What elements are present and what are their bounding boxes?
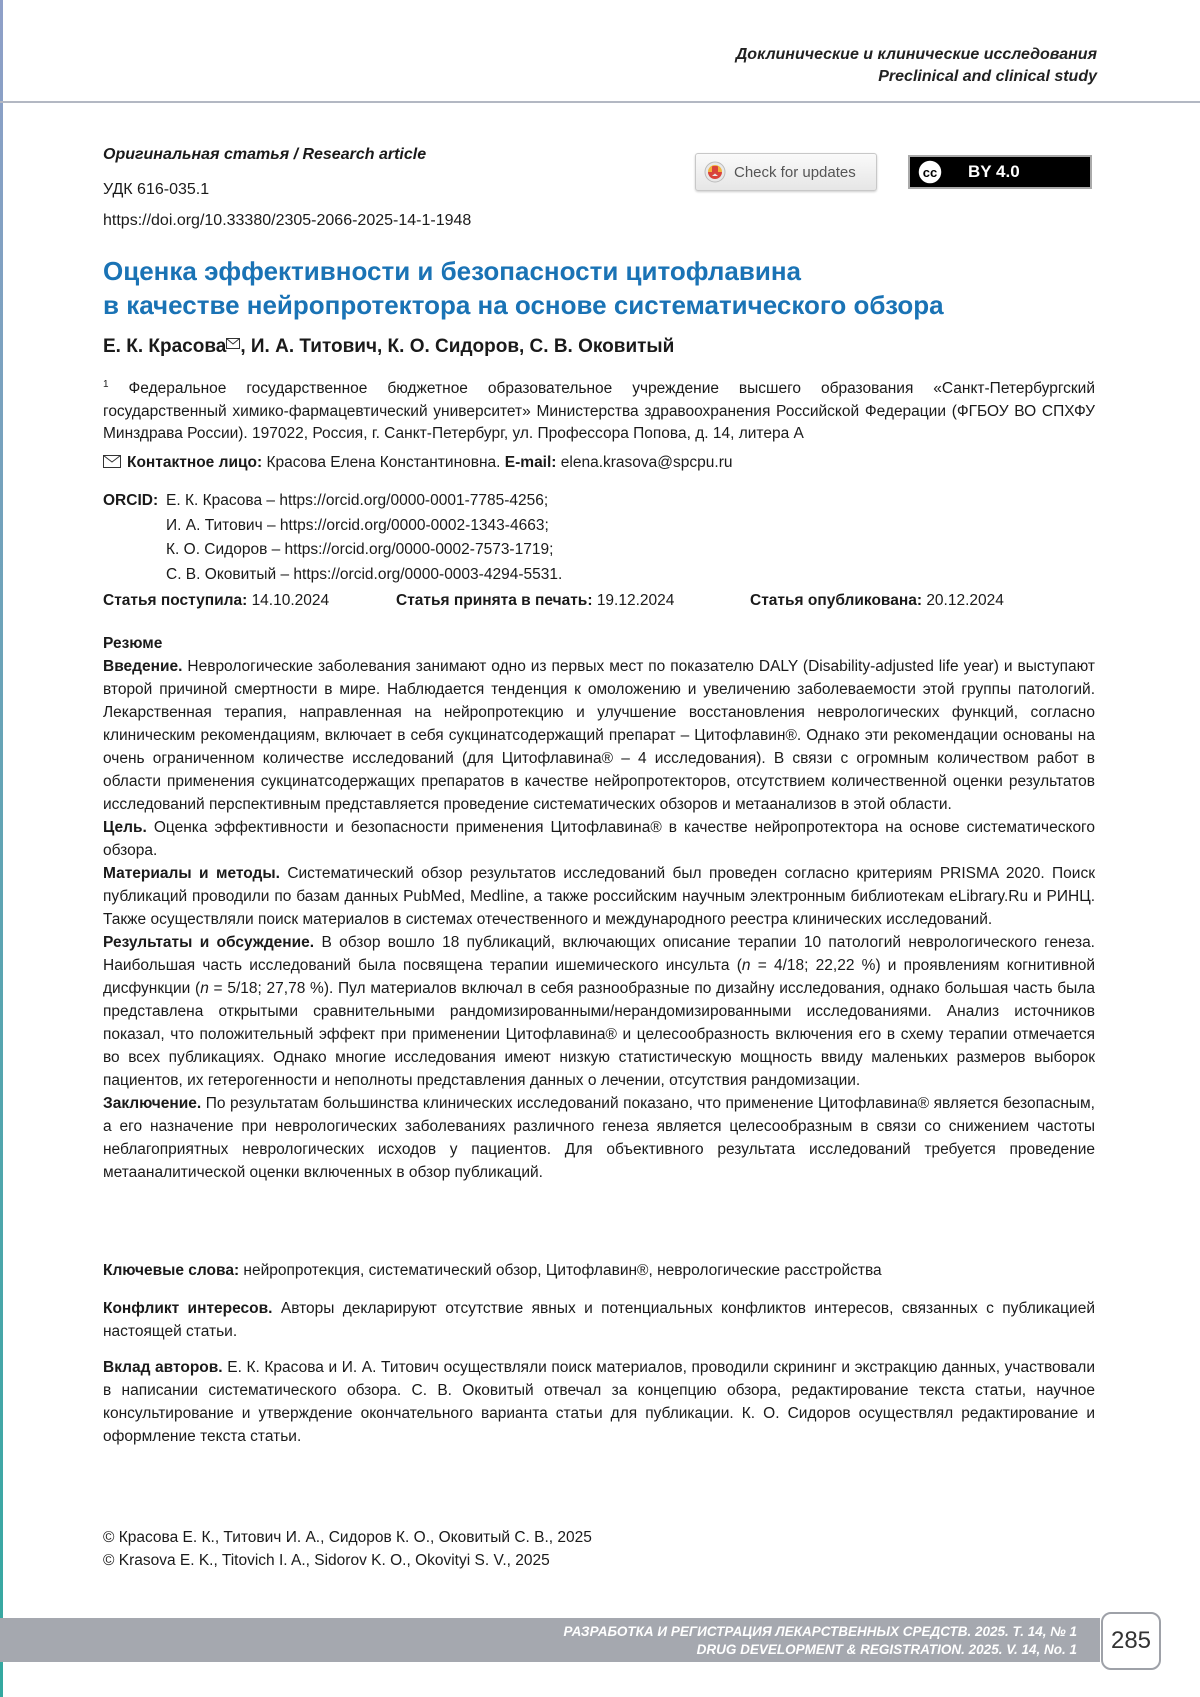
abstract-methods [103, 862, 1095, 931]
orcid-block [103, 489, 162, 514]
author-list [103, 336, 674, 358]
svg-text:cc: cc [923, 165, 937, 180]
keywords [103, 1259, 1095, 1282]
author-contribution [103, 1356, 1095, 1448]
intro-text: Неврологические заболевания занимают одно из первых мест по показателю DALY (Disability-adjusted life year) и выступают второй причиной смертности в мире. Наблюдается тенденция к омоложению и увеличению заболеваемости этой группы патологий. Лекарственная терапия, направленная на нейропротекцию и улучшение восстановления неврологических функций, согласно клиническим рекомендациям, включает в себя сукцинатсодержащий препарат – Цитофлавин®. Однако эти рекомендации основаны на очень ограниченном количестве исследований (для Цитофлавина® – 4 исследования). В связи с огромным количеством работ в области применения сукцинатсодержащих препаратов в качестве нейропротекторов, отсутствием количественной оценки результатов исследований перспективным представляется проведение систематических обзоров и метаанализов в этой области. [103, 658, 1095, 813]
udc-code: УДК 616-035.1 [103, 181, 209, 199]
author-others: , И. А. Титович, К. О. Сидоров, С. В. Оковитый [240, 336, 674, 357]
affiliation-text: Федеральное государственное бюджетное образовательное учреждение высшего образования «Санкт-Петербургский государственный химико-фармацевтический университет» Министерства здравоохранения Российской Федерации (ФГБОУ ВО СПХФУ Минздрава России). 197022, Россия, г. Санкт-Петербург, ул. Профессора Попова, д. 14, литера А [103, 380, 1095, 442]
running-head-ru: Доклинические и клинические исследования [736, 44, 1097, 66]
license-label: BY 4.0 [968, 162, 1020, 182]
creative-commons-icon [916, 158, 956, 186]
results-n-1: n [742, 957, 751, 974]
aim-text: Оценка эффективности и безопасности применения Цитофлавина® в качестве нейропротектора на основе систематического обзора. [103, 819, 1095, 859]
header-divider [0, 101, 1200, 103]
contact-line [103, 454, 732, 472]
orcid-entry[interactable]: К. О. Сидоров – https://orcid.org/0000-0002-7573-1719; [166, 538, 562, 563]
abstract-conclusion [103, 1092, 1095, 1184]
title-line-2: в качестве нейропротектора на основе систематического обзора [103, 290, 944, 320]
date-published [750, 592, 1004, 610]
article-type: Оригинальная статья / Research article [103, 146, 426, 164]
article-title [103, 254, 1083, 322]
envelope-icon [226, 338, 240, 349]
methods-label: Материалы и методы. [103, 865, 280, 882]
journal-footer [564, 1623, 1077, 1659]
running-head [736, 44, 1097, 88]
contact-email[interactable]: elena.krasova@spcpu.ru [561, 454, 733, 471]
keywords-text: нейропротекция, систематический обзор, Цитофлавин®, неврологические расстройства [243, 1262, 881, 1279]
footer-ru: РАЗРАБОТКА И РЕГИСТРАЦИЯ ЛЕКАРСТВЕННЫХ СРЕДСТВ. 2025. Т. 14, № 1 [564, 1623, 1077, 1641]
author-corresponding: Е. К. Красова [103, 336, 226, 357]
abstract-aim [103, 816, 1095, 862]
cc-license-badge[interactable] [908, 155, 1092, 189]
page-number: 285 [1101, 1612, 1161, 1670]
email-label: E-mail: [505, 454, 557, 471]
crossmark-icon [704, 161, 726, 183]
intro-label: Введение. [103, 658, 182, 675]
orcid-entry[interactable]: И. А. Титович – https://orcid.org/0000-0002-1343-4663; [166, 514, 562, 539]
abstract [103, 632, 1095, 1184]
footer-en: DRUG DEVELOPMENT & REGISTRATION. 2025. V. 14, No. 1 [564, 1641, 1077, 1659]
contact-name: Красова Елена Константиновна. [266, 454, 500, 471]
received-label: Статья поступила: [103, 592, 247, 609]
results-label: Результаты и обсуждение. [103, 934, 314, 951]
accepted-label: Статья принята в печать: [396, 592, 593, 609]
orcid-entry[interactable]: С. В. Оковитый – https://orcid.org/0000-0003-4294-5531. [166, 563, 562, 588]
copyright-en: © Krasova E. K., Titovich I. A., Sidorov K. O., Okovityi S. V., 2025 [103, 1549, 592, 1572]
doi-link[interactable]: https://doi.org/10.33380/2305-2066-2025-14-1-1948 [103, 212, 471, 230]
abstract-heading: Резюме [103, 632, 1095, 655]
contact-label: Контактное лицо: [127, 454, 262, 471]
abstract-introduction [103, 655, 1095, 816]
results-n-2: n [200, 980, 209, 997]
aim-label: Цель. [103, 819, 147, 836]
conclusion-label: Заключение. [103, 1095, 201, 1112]
left-accent-bar [0, 0, 3, 1697]
conflict-of-interest [103, 1297, 1095, 1343]
contribution-text: Е. К. Красова и И. А. Титович осуществляли поиск материалов, проводили скрининг и экстракцию данных, участвовали в написании систематического обзора. С. В. Оковитый отвечал за концепцию обзора, редактирование текста статьи, научное консультирование и утверждение окончательного варианта статьи для публикации. К. О. Сидоров осуществлял редактирование и оформление текста статьи. [103, 1359, 1095, 1445]
contribution-label: Вклад авторов. [103, 1359, 223, 1376]
received-value: 14.10.2024 [252, 592, 330, 609]
results-text-c: = 5/18; 27,78 %). Пул материалов включал в себя разнообразные по дизайну исследования, однако большая часть была представлена открытыми сравнительными рандомизированными/нерандомизированными исследованиями. Анализ источников показал, что положительный эффект при применении Цитофлавина® и целесообразность включения его в схему терапии отмечается во всех публикациях. Однако многие исследования имеют низкую статистическую мощность ввиду маленьких размеров выборок пациентов, их гетерогенности и неполноты представления данных о лечении, отсутствия рандомизации. [103, 980, 1095, 1089]
conflict-label: Конфликт интересов. [103, 1300, 272, 1317]
affiliation [103, 374, 1095, 446]
copyright [103, 1526, 592, 1572]
conflict-text: Авторы декларируют отсутствие явных и потенциальных конфликтов интересов, связанных с публикацией настоящей статьи. [103, 1300, 1095, 1340]
affiliation-marker: 1 [103, 379, 109, 390]
results-text-b: = 4/18; 22,22 %) и проявлениям когнитивной дисфункции ( [103, 957, 1095, 997]
published-value: 20.12.2024 [926, 592, 1004, 609]
check-for-updates-button[interactable] [695, 153, 877, 191]
results-text-a: В обзор вошло 18 публикаций, включающих описание терапии 10 патологий неврологического генеза. Наибольшая часть исследований была посвящена терапии ишемического инсульта ( [103, 934, 1095, 974]
check-for-updates-label: Check for updates [734, 164, 856, 181]
orcid-list [166, 489, 562, 587]
envelope-icon [103, 455, 121, 468]
date-accepted [396, 592, 674, 610]
orcid-label: ORCID: [103, 492, 158, 509]
keywords-label: Ключевые слова: [103, 1262, 239, 1279]
abstract-results [103, 931, 1095, 1092]
accepted-value: 19.12.2024 [597, 592, 675, 609]
date-received [103, 592, 329, 610]
copyright-ru: © Красова Е. К., Титович И. А., Сидоров К. О., Оковитый С. В., 2025 [103, 1526, 592, 1549]
orcid-entry[interactable]: Е. К. Красова – https://orcid.org/0000-0001-7785-4256; [166, 489, 562, 514]
methods-text: Систематический обзор результатов исследований был проведен согласно критериям PRISMA 2020. Поиск публикаций проводили по базам данных PubMed, Medline, а также российским научным электронным библиотекам eLibrary.Ru и РИНЦ. Также осуществляли поиск материалов в системах отечественного и международного реестра клинических исследований. [103, 865, 1095, 928]
conclusion-text: По результатам большинства клинических исследований показано, что применение Цитофлавина® является безопасным, а его назначение при неврологических заболеваниях различного генеза является целесообразным в связи со снижением частоты неблагоприятных неврологических исходов у пациентов. Для объективного результата исследований требуется проведение метааналитической оценки включенных в обзор публикаций. [103, 1095, 1095, 1181]
published-label: Статья опубликована: [750, 592, 922, 609]
running-head-en: Preclinical and clinical study [736, 66, 1097, 88]
title-line-1: Оценка эффективности и безопасности цитофлавина [103, 256, 801, 286]
